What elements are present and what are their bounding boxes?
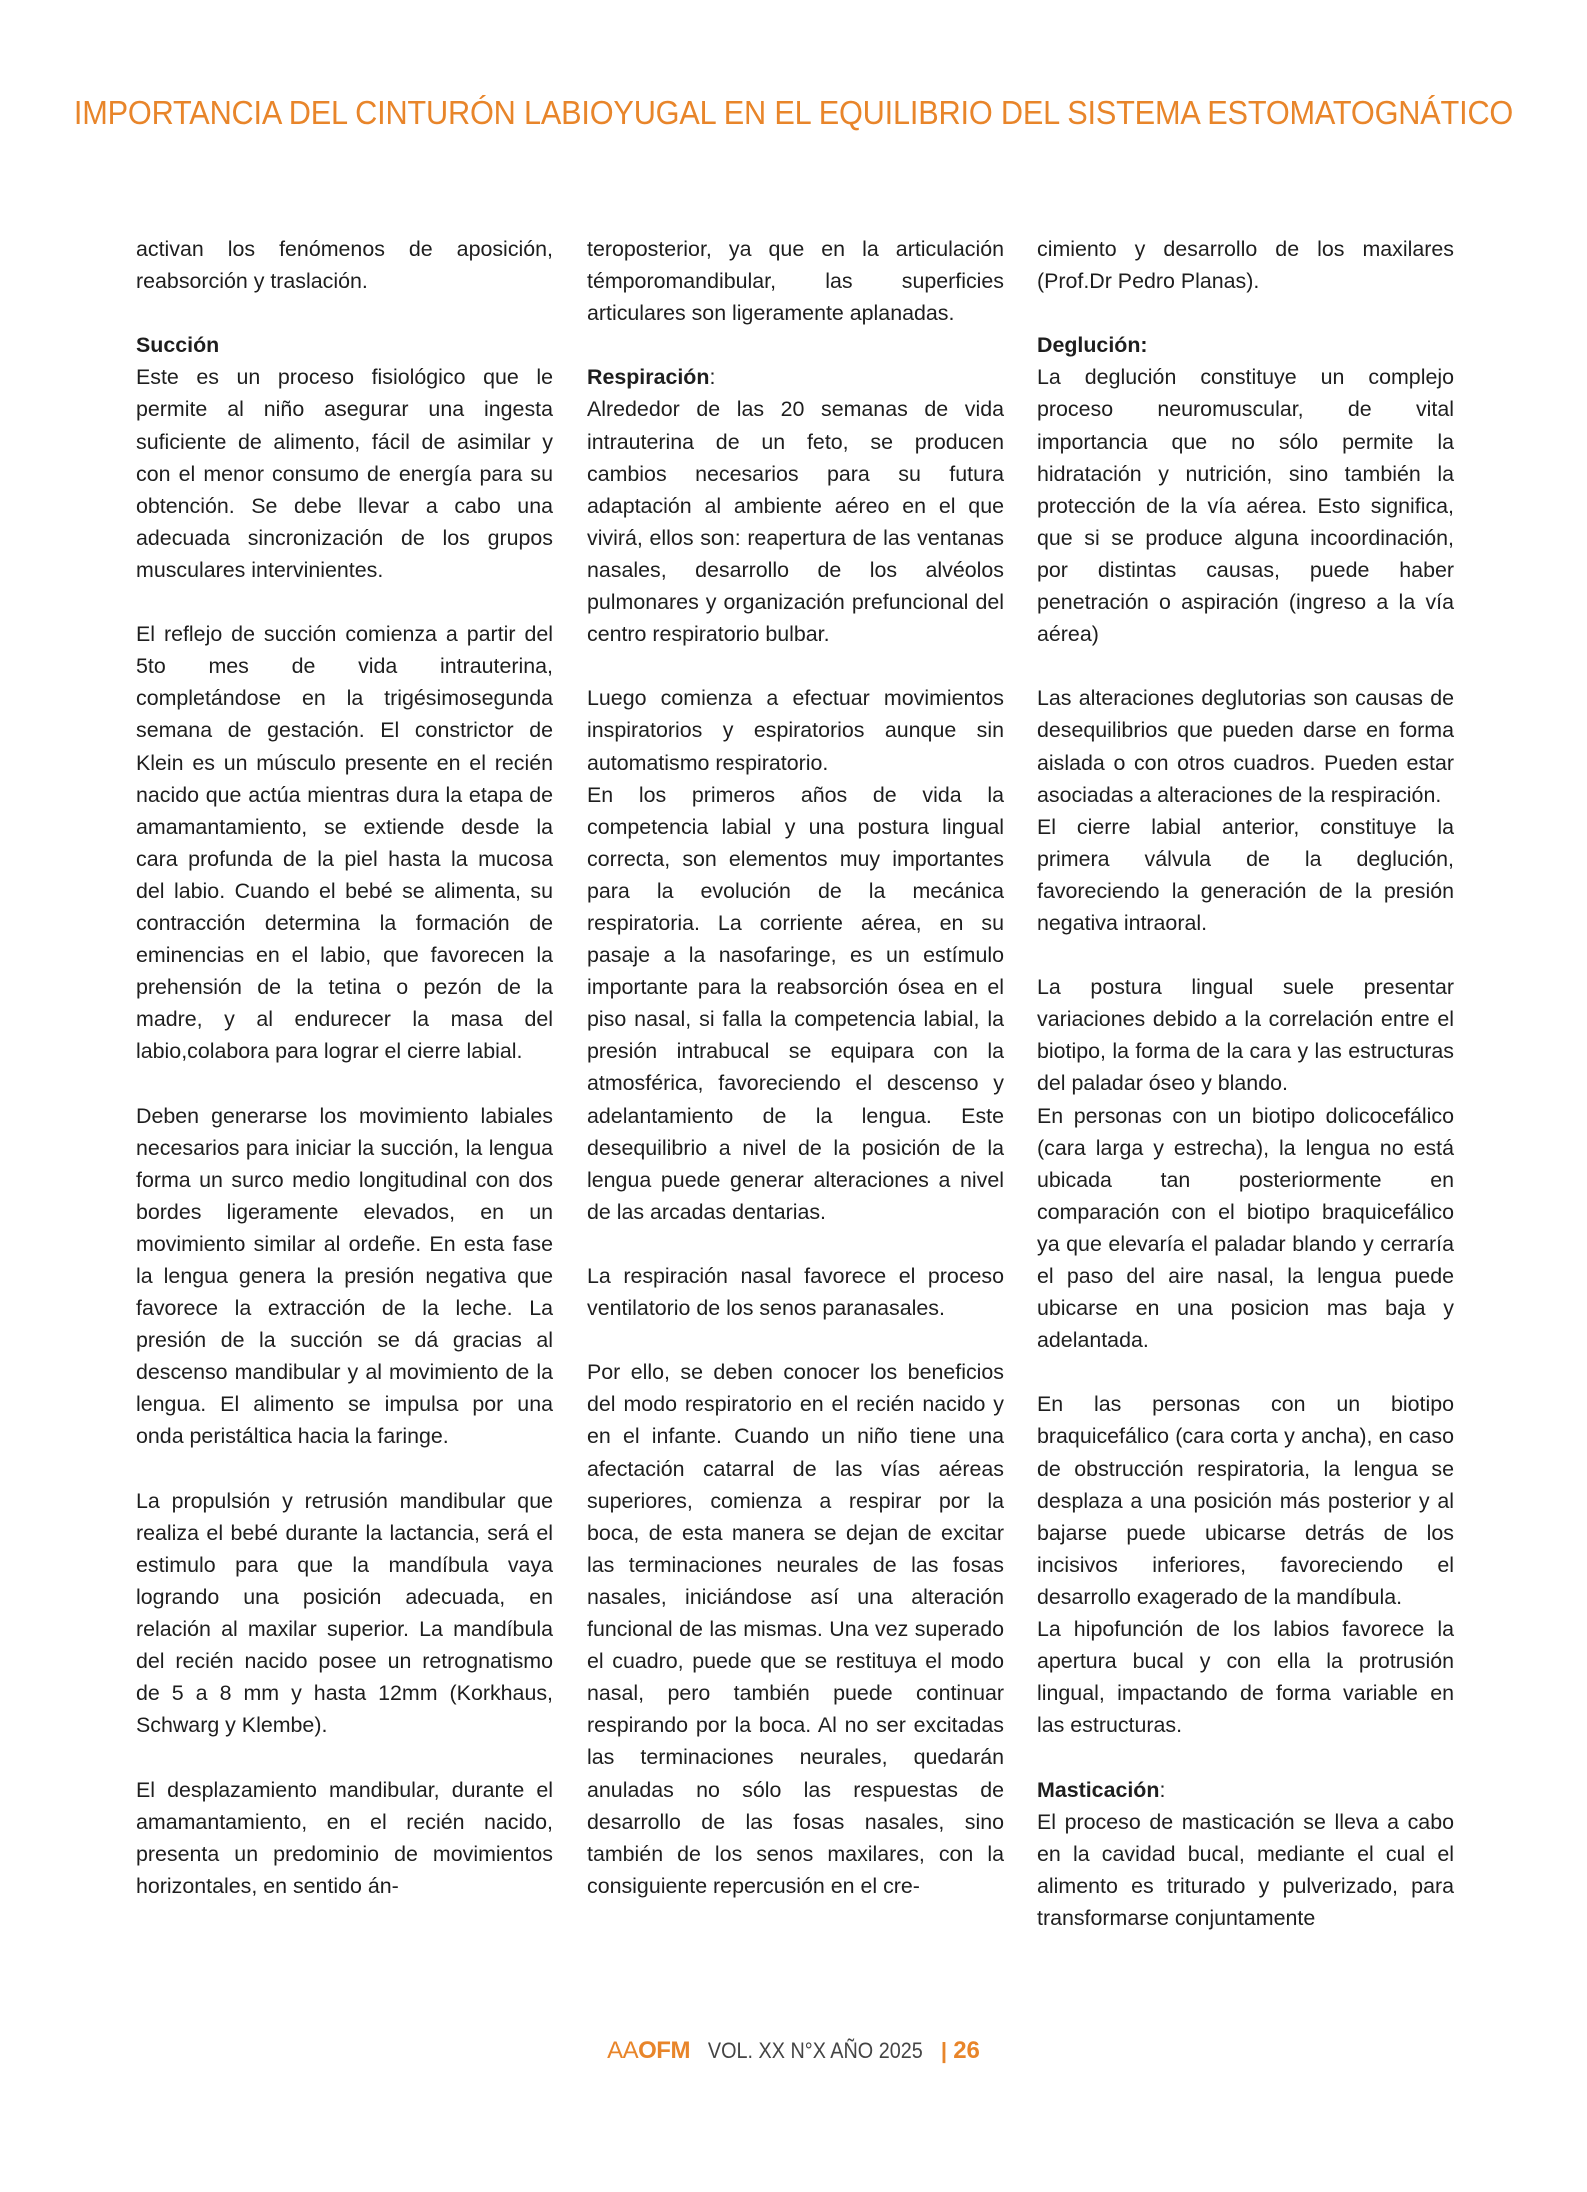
paragraph: Por ello, se deben conocer los beneficios del modo respiratorio en el recién nacido y en el infante. Cuando un niño tiene una afectación catarral de las vías aéreas superiores, comienza a respirar por la boca, de esta manera se dejan de excitar las terminaciones neurales de las fosas nasales, iniciándose así una alteración funcional de las mismas. Una vez superado el cuadro, puede que se restituya el modo nasal, pero también puede continuar respirando por la boca. Al no ser excitadas las terminaciones neurales, quedarán anuladas no sólo las respuestas de desarrollo de las fosas nasales, sino también de los senos maxilares, con la consiguiente repercusión en el cre- (587, 1360, 1004, 1898)
paragraph: La respiración nasal favorece el proceso ventilatorio de los senos paranasales. (587, 1264, 1004, 1321)
paragraph: En los primeros años de vida la competencia labial y una postura lingual correcta, son elementos muy importantes para la evolución de la mecánica respiratoria. La corriente aérea, en su pasaje a la nasofaringe, es un estímulo importante para la reabsorción ósea en el piso nasal, si falla la competencia labial, la presión intrabucal se equipara con la atmosférica, favoreciendo el descenso y adelantamiento de la lengua. Este desequilibrio a nivel de la posición de la lengua puede generar alteraciones a nivel de las arcadas dentarias. (587, 782, 1004, 1224)
heading-text: Masticación (1037, 1777, 1160, 1802)
column-3 (1037, 233, 1454, 1934)
logo-aa: AA (607, 2037, 639, 2064)
section-heading-masticacion (1037, 1774, 1454, 1806)
paragraph: activan los fenómenos de aposición, reabsorción y traslación. (136, 237, 553, 294)
paragraph: El reflejo de succión comienza a partir del 5to mes de vida intrauterina, completándose en la trigésimosegunda semana de gestación. El constrictor de Klein es un músculo presente en el recién nacido que actúa mientras dura la etapa de amamantamiento, se extiende desde la cara profunda de la piel hasta la mucosa del labio. Cuando el bebé se alimenta, su contracción determina la formación de eminencias en el labio, que favorecen la prehensión de la tetina o pezón de la madre, y al endurecer la masa del labio,colabora para lograr el cierre labial. (136, 622, 553, 1064)
paragraph: La hipofunción de los labios favorece la apertura bucal y con ella la protrusión lingual, impactando de forma variable en las estructuras. (1037, 1617, 1454, 1738)
paragraph: La propulsión y retrusión mandibular que realiza el bebé durante la lactancia, será el estimulo para que la mandíbula vaya logrando una posición adecuada, en relación al maxilar superior. La mandíbula del recién nacido posee un retrognatismo de 5 a 8 mm y hasta 12mm (Korkhaus, Schwarg y Klembe). (136, 1488, 553, 1738)
paragraph: Las alteraciones deglutorias son causas de desequilibrios que pueden darse en forma aislada o con otros cuadros. Pueden estar asociadas a alteraciones de la respiración. (1037, 686, 1454, 807)
paragraph: El proceso de masticación se lleva a cabo en la cavidad bucal, mediante el cual el alimento es triturado y pulverizado, para transformarse conjuntamente (1037, 1809, 1454, 1930)
section-heading-respiracion (587, 361, 1004, 393)
paragraph: Deben generarse los movimiento labiales necesarios para iniciar la succión, la lengua forma un surco medio longitudinal con dos bordes ligeramente elevados, en un movimiento similar al ordeñe. En esta fase la lengua genera la presión negativa que favorece la extracción de la leche. La presión de la succión se dá gracias al descenso mandibular y al movimiento de la lengua. El alimento se impulsa por una onda peristáltica hacia la faringe. (136, 1103, 553, 1449)
paragraph: Este es un proceso fisiológico que le permite al niño asegurar una ingesta suficiente de alimento, fácil de asimilar y con el menor consumo de energía para su obtención. Se debe llevar a cabo una adecuada sincronización de los grupos musculares intervinientes. (136, 365, 553, 582)
logo-ofm: OFM (638, 2037, 690, 2064)
column-1 (136, 233, 553, 1902)
heading-colon: : (1159, 1777, 1166, 1802)
page-number: 26 (953, 2037, 980, 2064)
paragraph: Alrededor de las 20 semanas de vida intrauterina de un feto, se producen cambios necesarios para su futura adaptación al ambiente aéreo en el que vivirá, ellos son: reapertura de las ventanas nasales, desarrollo de los alvéolos pulmonares y organización prefuncional del centro respiratorio bulbar. (587, 397, 1004, 647)
journal-logo (607, 2037, 690, 2064)
paragraph: Luego comienza a efectuar movimientos inspiratorios y espiratorios aunque sin automatismo respiratorio. (587, 686, 1004, 775)
section-heading-deglucion: Deglución: (1037, 333, 1148, 358)
section-heading-succion: Succión (136, 333, 220, 358)
paragraph: La postura lingual suele presentar variaciones debido a la correlación entre el biotipo, la forma de la cara y las estructuras del paladar óseo y blando. (1037, 975, 1454, 1096)
paragraph: La deglución constituye un complejo proceso neuromuscular, de vital importancia que no sólo permite la hidratación y nutrición, sino también la protección de la vía aérea. Esto significa, que si se produce alguna incoordinación, por distintas causas, puede haber penetración o aspiración (ingreso a la vía aérea) (1037, 365, 1454, 647)
volume-info: VOL. XX N°X AÑO 2025 (708, 2038, 923, 2063)
column-2 (587, 233, 1004, 1902)
paragraph: cimiento y desarrollo de los maxilares (Prof.Dr Pedro Planas). (1037, 237, 1454, 294)
paragraph: El desplazamiento mandibular, durante el amamantamiento, en el recién nacido, presenta un predominio de movimientos horizontales, en sentido án- (136, 1777, 553, 1898)
paragraph: teroposterior, ya que en la articulación témporomandibular, las superficies articulares son ligeramente aplanadas. (587, 237, 1004, 326)
heading-text: Respiración (587, 365, 710, 390)
footer-separator: | (940, 2038, 948, 2063)
paragraph: El cierre labial anterior, constituye la primera válvula de la deglución, favoreciendo la generación de la presión negativa intraoral. (1037, 814, 1454, 935)
page-footer (0, 2037, 1587, 2065)
paragraph: En personas con un biotipo dolicocefálico (cara larga y estrecha), la lengua no está ubicada tan posteriormente en comparación con el biotipo braquicefálico ya que elevaría el paladar blando y cerraría el paso del aire nasal, la lengua puede ubicarse en una posicion mas baja y adelantada. (1037, 1103, 1454, 1353)
heading-colon: : (709, 365, 716, 390)
paragraph: En las personas con un biotipo braquicefálico (cara corta y ancha), en caso de obstrucción respiratoria, la lengua se desplaza a una posición más posterior y al bajarse puede ubicarse detrás de los incisivos inferiores, favoreciendo el desarrollo exagerado de la mandíbula. (1037, 1392, 1454, 1609)
running-header: IMPORTANCIA DEL CINTURÓN LABIOYUGAL EN EL EQUILIBRIO DEL SISTEMA ESTOMATOGNÁTICO (73, 94, 1514, 131)
